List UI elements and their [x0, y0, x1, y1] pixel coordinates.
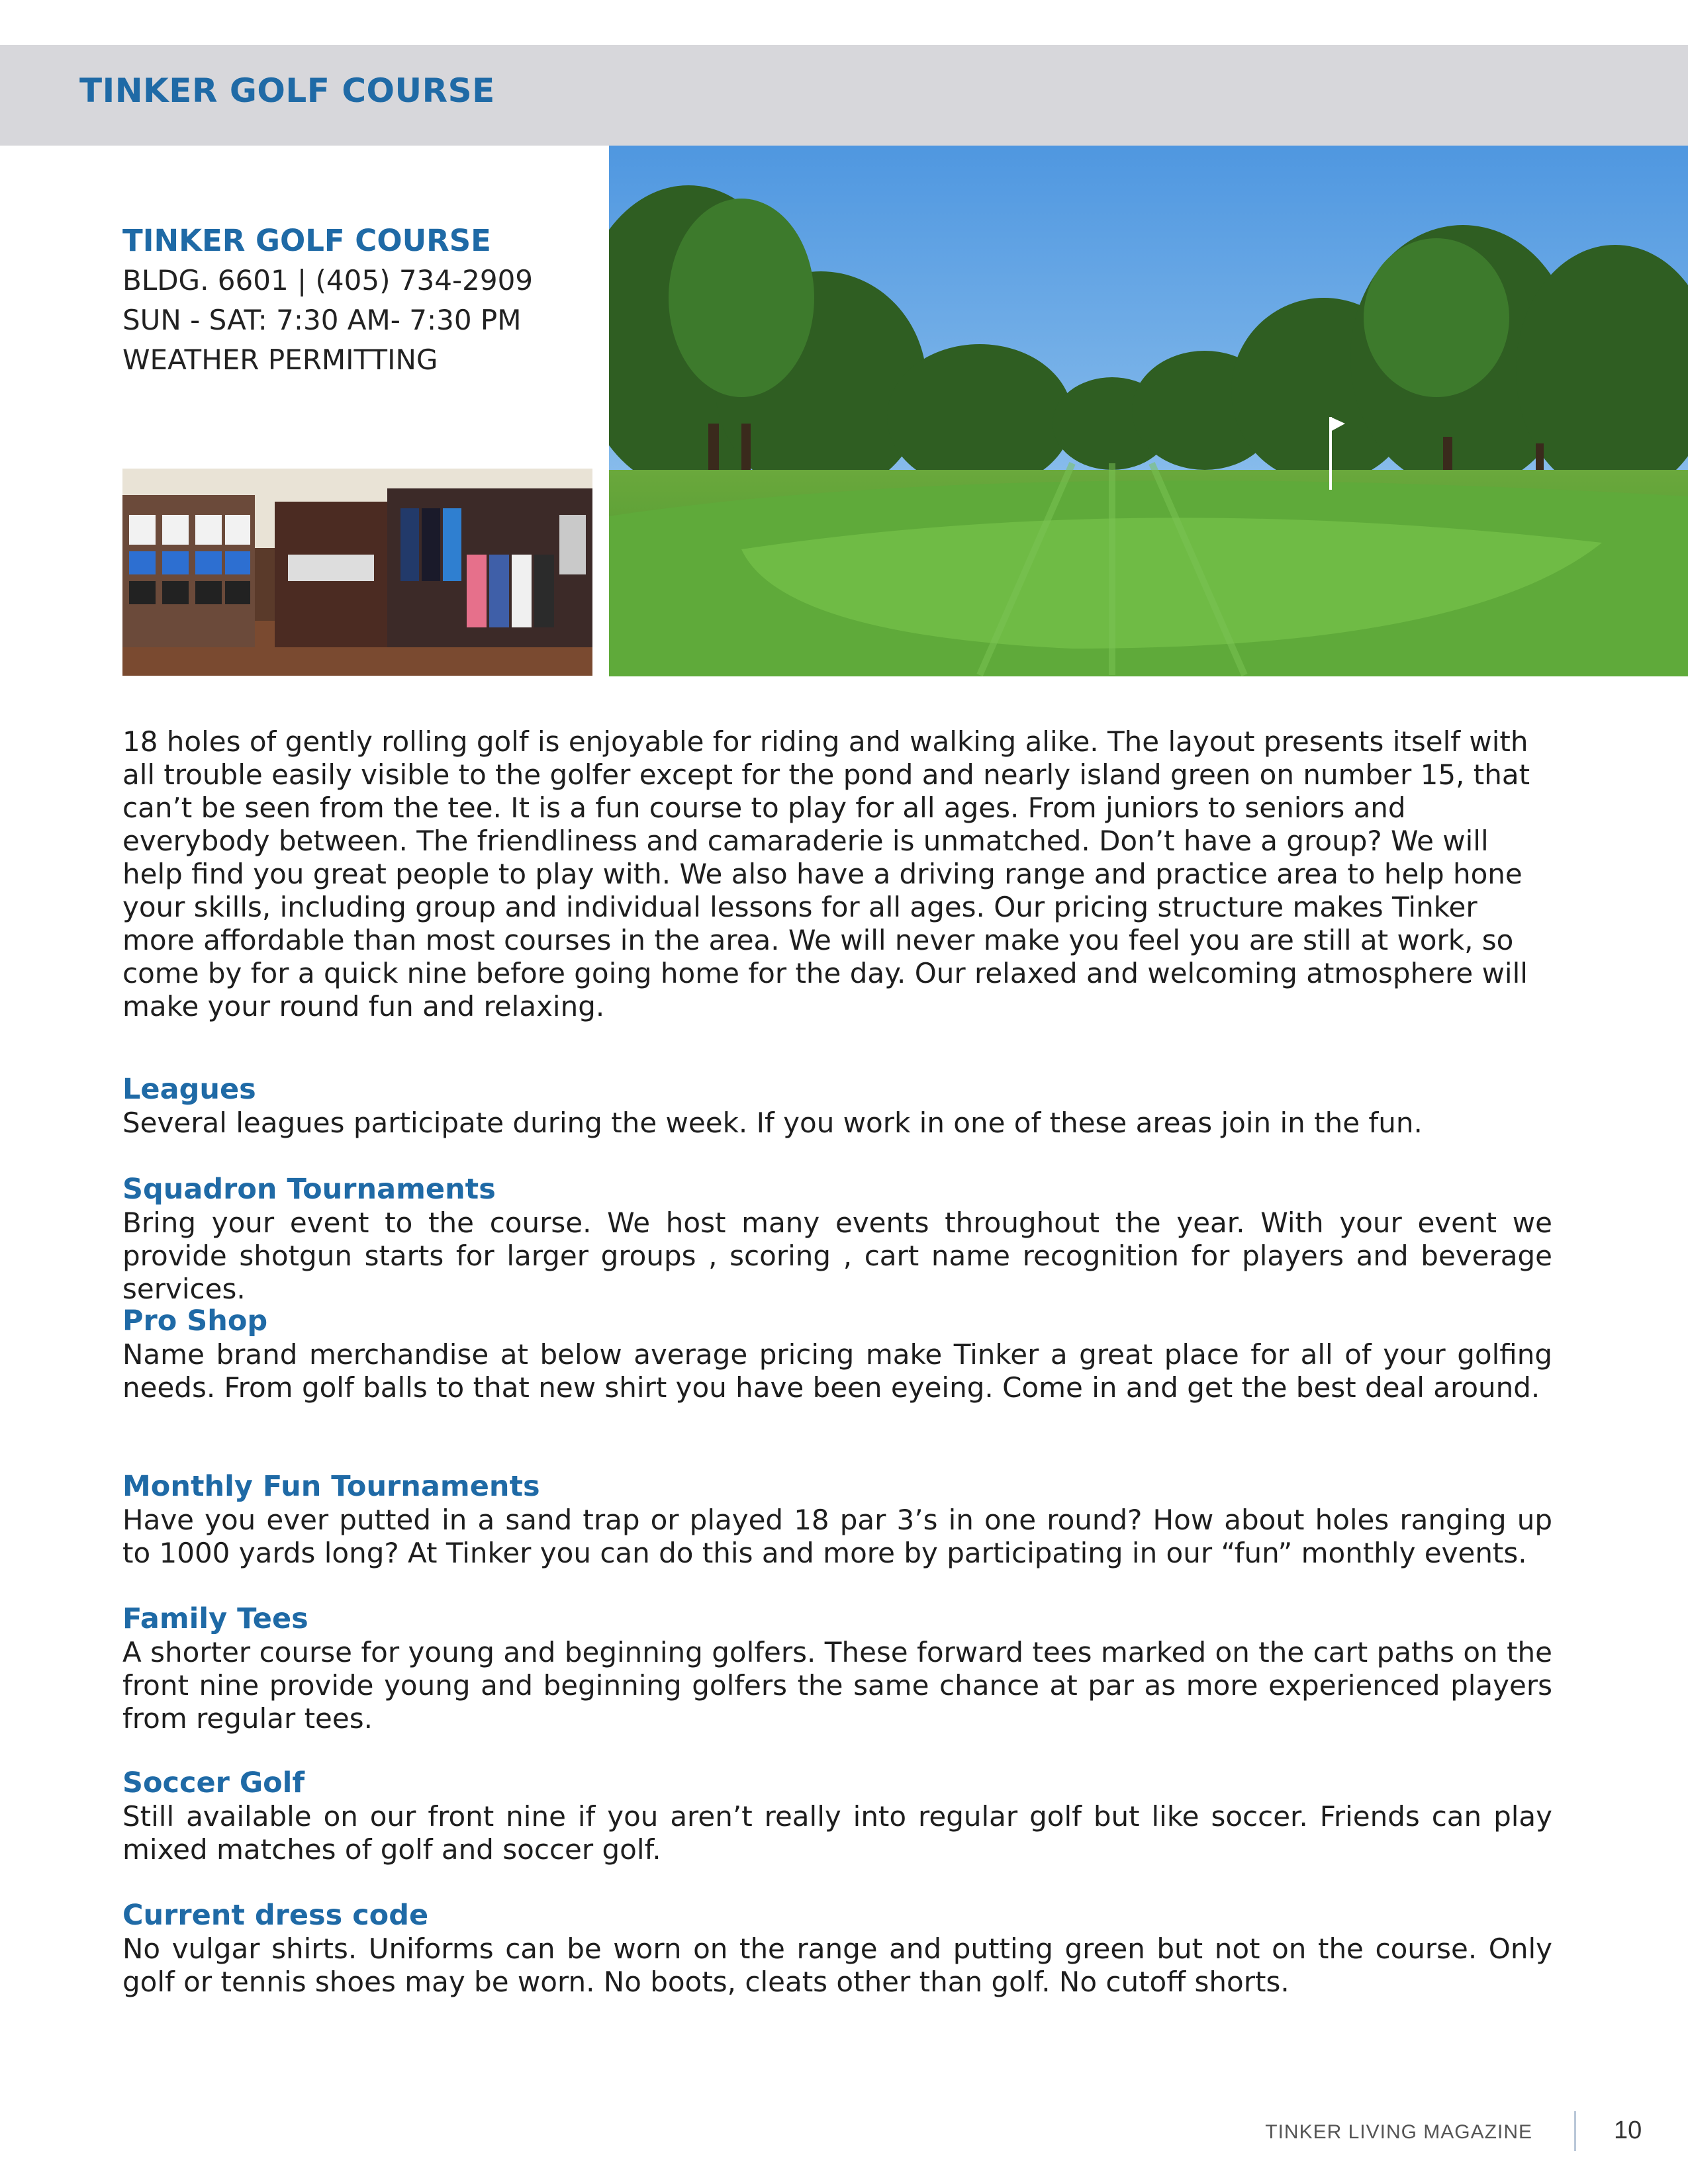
section-body: Name brand merchandise at below average pricing make Tinker a great place for all of your golfing needs. From golf balls to that new shirt you have been eyeing. Come in and get the best deal around.: [122, 1338, 1552, 1404]
weather-note: WEATHER PERMITTING: [122, 343, 438, 376]
section-body: No vulgar shirts. Uniforms can be worn on the range and putting green but not on the course. Only golf or tennis shoes may be worn. No boots, cleats other than golf. No cutoff shorts.: [122, 1933, 1552, 1998]
golf-course-photo: [609, 146, 1688, 676]
page-number: 10: [1614, 2116, 1642, 2144]
section-body: Several leagues participate during the week. If you work in one of these areas join in the fun.: [122, 1107, 1423, 1139]
section-body: A shorter course for young and beginning golfers. These forward tees marked on the cart paths on the front nine provide young and beginning golfers the same chance at par as more experienced players from regular tees.: [122, 1636, 1552, 1735]
section-dress-code: [122, 1898, 1552, 1999]
footer-divider: [1574, 2111, 1576, 2151]
section-soccer-golf: [122, 1766, 1552, 1866]
info-title: TINKER GOLF COURSE: [122, 223, 491, 258]
page-title: TINKER GOLF COURSE: [79, 71, 495, 110]
section-title: Soccer Golf: [122, 1766, 305, 1799]
section-title: Family Tees: [122, 1602, 308, 1635]
section-pro-shop: [122, 1304, 1552, 1404]
section-family-tees: [122, 1602, 1552, 1735]
hours: SUN - SAT: 7:30 AM- 7:30 PM: [122, 304, 522, 336]
magazine-name: TINKER LIVING MAGAZINE: [1265, 2121, 1532, 2143]
section-title: Current dress code: [122, 1899, 429, 1932]
section-squadron-tournaments: [122, 1172, 1552, 1306]
section-leagues: [122, 1072, 1552, 1140]
section-title: Pro Shop: [122, 1304, 268, 1338]
intro-paragraph: 18 holes of gently rolling golf is enjoyable for riding and walking alike. The layout presents itself with all trouble easily visible to the golfer except for the pond and nearly island green on number 15, that can’t be seen from the tee. It is a fun course to play for all ages. From juniors to seniors and everybody between. The friendliness and camaraderie is unmatched. Don’t have a group? We will help find you great people to play with. We also have a driving range and practice area to help hone your skills, including group and individual lessons for all ages. Our pricing structure makes Tinker more affordable than most courses in the area. We will never make you feel you are still at work, so come by for a quick nine before going home for the day. Our relaxed and welcoming atmosphere will make your round fun and relaxing.: [122, 725, 1530, 1023]
section-title: Leagues: [122, 1073, 256, 1106]
section-title: Monthly Fun Tournaments: [122, 1470, 540, 1503]
section-monthly-fun-tournaments: [122, 1469, 1552, 1570]
section-body: Have you ever putted in a sand trap or played 18 par 3’s in one round? How about holes ranging up to 1000 yards long? At Tinker you can do this and more by participating in our “fun” monthly events.: [122, 1504, 1552, 1569]
address-phone: BLDG. 6601 | (405) 734-2909: [122, 264, 534, 296]
section-title: Squadron Tournaments: [122, 1173, 496, 1206]
section-body: Bring your event to the course. We host many events throughout the year. With your event we provide shotgun starts for larger groups , scoring , cart name recognition for players and beverage services.: [122, 1206, 1552, 1305]
contact-info: [122, 221, 586, 380]
pro-shop-photo: [122, 469, 592, 676]
section-body: Still available on our front nine if you aren’t really into regular golf but like soccer. Friends can play mixed matches of golf and soccer golf.: [122, 1800, 1552, 1866]
